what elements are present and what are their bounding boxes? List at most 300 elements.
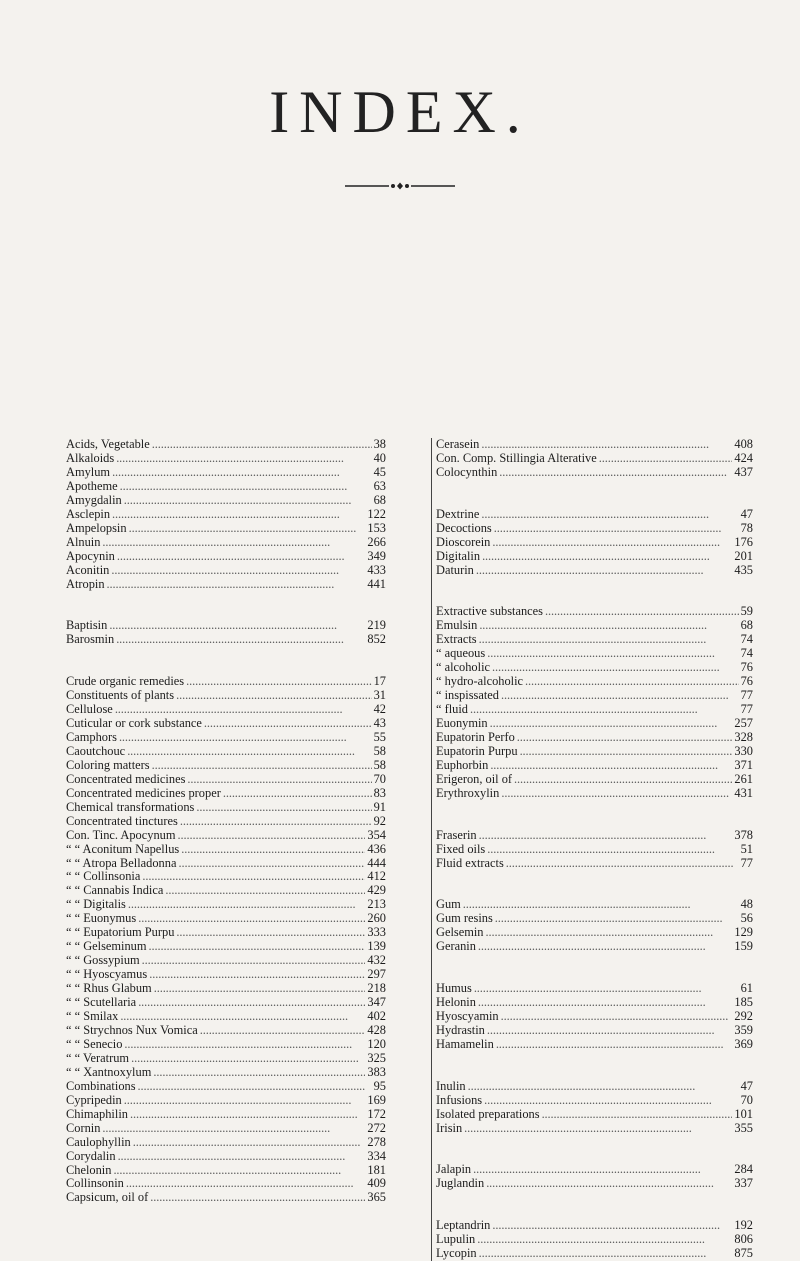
leader-dots — [186, 675, 371, 689]
leader-dots — [490, 759, 732, 773]
index-entry-page: 68 — [740, 619, 753, 633]
index-entry — [436, 1094, 753, 1108]
index-entry-page: 297 — [367, 968, 386, 982]
leader-dots — [112, 466, 372, 480]
leader-dots — [153, 1066, 365, 1080]
index-entry-label: Juglandin — [436, 1177, 485, 1191]
leader-dots — [479, 619, 738, 633]
index-entry-label: Concentrated medicines — [66, 772, 186, 786]
index-entry — [66, 1052, 386, 1066]
leader-dots — [482, 550, 732, 564]
index-entry — [436, 1219, 753, 1233]
leader-dots — [128, 898, 366, 912]
index-entry — [436, 857, 753, 871]
index-entry — [436, 829, 753, 843]
index-entry-label: Eupatorin Purpu — [436, 744, 518, 758]
index-entry-label: “ inspissated — [436, 689, 499, 703]
index-entry — [66, 759, 386, 773]
index-entry-label: Chimaphilin — [66, 1107, 128, 1121]
leader-dots — [115, 703, 372, 717]
index-entry — [66, 494, 386, 508]
index-entry — [66, 857, 386, 871]
index-entry-page: 435 — [734, 563, 753, 577]
leader-dots — [102, 1122, 365, 1136]
leader-dots — [111, 564, 365, 578]
index-entry-label: “ “ Cannabis Indica — [66, 884, 164, 898]
index-spacer — [436, 884, 753, 898]
index-entry-label: Chemical transformations — [66, 800, 195, 814]
index-entry — [436, 787, 753, 801]
leader-dots — [200, 1024, 366, 1038]
index-entry-label: Fixed oils — [436, 842, 486, 856]
leader-dots — [487, 1024, 733, 1038]
index-entry — [66, 619, 386, 633]
index-entry — [66, 550, 386, 564]
index-entry-label: Caoutchouc — [66, 744, 126, 758]
index-entry-label: “ “ Smilax — [66, 1010, 119, 1024]
index-entry-page: 169 — [367, 1093, 386, 1107]
index-entry-page: 101 — [734, 1107, 753, 1121]
index-entry-label: Combinations — [66, 1079, 136, 1093]
leader-dots — [152, 438, 372, 452]
index-entry — [66, 1024, 386, 1038]
leader-dots — [487, 843, 738, 857]
index-entry-label: “ alcoholic — [436, 661, 491, 675]
index-entry — [436, 996, 753, 1010]
index-entry — [66, 438, 386, 452]
index-entry-page: 83 — [373, 786, 386, 800]
leader-dots — [116, 633, 365, 647]
index-entry-page: 201 — [734, 549, 753, 563]
index-entry-page: 159 — [734, 940, 753, 954]
index-entry-page: 192 — [734, 1219, 753, 1233]
index-entry-label: Cerasein — [436, 438, 480, 451]
index-entry-label: Colocynthin — [436, 465, 498, 479]
index-entry-label: Atropin — [66, 577, 105, 591]
index-entry-page: 185 — [734, 995, 753, 1009]
index-entry-page: 78 — [740, 521, 753, 535]
index-entry-label: Euphorbin — [436, 758, 489, 772]
index-entry-page: 47 — [740, 507, 753, 521]
index-entry-label: “ “ Veratrum — [66, 1051, 130, 1065]
index-entry — [66, 564, 386, 578]
index-entry — [66, 870, 386, 884]
index-entry — [66, 689, 386, 703]
index-entry — [66, 1191, 386, 1205]
index-entry — [66, 1164, 386, 1178]
leader-dots — [517, 731, 733, 745]
index-entry — [436, 759, 753, 773]
leader-dots — [478, 996, 732, 1010]
leader-dots — [492, 536, 732, 550]
index-spacer — [436, 968, 753, 982]
index-entry-page: 58 — [373, 758, 386, 772]
index-entry-label: Amygdalin — [66, 493, 122, 507]
index-entry — [436, 647, 753, 661]
index-entry-page: 349 — [367, 549, 386, 563]
index-entry-label: Jalapin — [436, 1163, 472, 1177]
index-entry-label: Alkaloids — [66, 451, 115, 465]
index-spacer — [66, 605, 386, 619]
leader-dots — [490, 717, 733, 731]
leader-dots — [133, 1136, 366, 1150]
leader-dots — [130, 1108, 365, 1122]
leader-dots — [149, 940, 366, 954]
leader-dots — [187, 773, 371, 787]
index-entry-label: “ “ Xantnoxylum — [66, 1065, 152, 1079]
index-entry — [66, 578, 386, 592]
leader-dots — [481, 508, 738, 522]
index-entry-page: 330 — [734, 744, 753, 758]
index-entry-label: Hamamelin — [436, 1037, 494, 1051]
leader-dots — [481, 438, 732, 452]
index-entry-page: 284 — [734, 1163, 753, 1177]
index-entry-page: 437 — [734, 465, 753, 479]
index-column-right — [431, 438, 753, 1261]
leader-dots — [545, 605, 739, 619]
index-spacer — [436, 1205, 753, 1219]
index-entry-label: “ “ Gossypium — [66, 954, 140, 968]
index-entry-label: “ “ Atropa Belladonna — [66, 856, 177, 870]
index-entry-page: 444 — [367, 856, 386, 870]
index-entry — [66, 829, 386, 843]
index-entry — [66, 982, 386, 996]
index-entry-label: Gum — [436, 898, 461, 912]
index-entry-page: 58 — [373, 744, 386, 758]
index-entry-label: “ hydro-alcoholic — [436, 675, 524, 689]
leader-dots — [142, 870, 365, 884]
index-entry — [436, 466, 753, 480]
leader-dots — [178, 857, 365, 871]
index-entry-page: 17 — [373, 675, 386, 689]
index-spacer — [66, 591, 386, 605]
index-column-left — [66, 438, 386, 1205]
leader-dots — [154, 982, 366, 996]
index-entry — [436, 1177, 753, 1191]
index-entry-page: 51 — [740, 842, 753, 856]
index-entry-label: “ “ Collinsonia — [66, 870, 141, 884]
index-entry-page: 272 — [367, 1121, 386, 1135]
index-spacer — [436, 1135, 753, 1149]
index-entry-page: 74 — [740, 647, 753, 661]
index-entry-page: 68 — [373, 493, 386, 507]
index-entry-page: 120 — [367, 1037, 386, 1051]
leader-dots — [109, 619, 365, 633]
leader-dots — [176, 926, 365, 940]
index-entry-page: 337 — [734, 1177, 753, 1191]
index-entry — [66, 954, 386, 968]
leader-dots — [138, 996, 365, 1010]
index-entry-page: 429 — [367, 884, 386, 898]
index-entry-label: Isolated preparations — [436, 1107, 540, 1121]
index-entry-label: Barosmin — [66, 633, 115, 647]
index-entry — [66, 1066, 386, 1080]
index-entry — [436, 536, 753, 550]
leader-dots — [180, 815, 372, 829]
index-entry-page: 70 — [373, 772, 386, 786]
index-entry — [66, 1108, 386, 1122]
index-spacer — [436, 870, 753, 884]
leader-dots — [131, 1052, 365, 1066]
leader-dots — [165, 884, 365, 898]
index-entry-label: Corydalin — [66, 1149, 116, 1163]
leader-dots — [495, 912, 739, 926]
leader-dots — [484, 1094, 738, 1108]
leader-dots — [177, 829, 365, 843]
leader-dots — [473, 1163, 732, 1177]
index-entry-label: Apocynin — [66, 549, 115, 563]
index-entry-page: 129 — [734, 926, 753, 940]
index-entry-page: 347 — [367, 996, 386, 1010]
index-entry — [66, 480, 386, 494]
index-entry-label: “ “ Digitalis — [66, 898, 126, 912]
index-entry — [436, 1024, 753, 1038]
index-entry-label: “ “ Gelseminum — [66, 940, 147, 954]
leader-dots — [196, 801, 371, 815]
index-entry-page: 63 — [373, 479, 386, 493]
index-entry — [436, 1080, 753, 1094]
leader-dots — [117, 550, 366, 564]
index-entry-label: Extracts — [436, 633, 477, 647]
index-entry-label: Con. Tinc. Apocynum — [66, 828, 176, 842]
index-entry-label: Fraserin — [436, 828, 477, 842]
index-spacer — [436, 954, 753, 968]
index-entry — [66, 940, 386, 954]
index-entry-page: 408 — [734, 438, 753, 451]
index-entry-page: 325 — [367, 1051, 386, 1065]
leader-dots — [486, 926, 733, 940]
index-entry-page: 334 — [367, 1149, 386, 1163]
leader-dots — [501, 689, 739, 703]
index-entry — [436, 633, 753, 647]
leader-dots — [127, 745, 371, 759]
index-entry-page: 875 — [734, 1247, 753, 1261]
index-entry-page: 61 — [740, 982, 753, 996]
index-entry — [66, 773, 386, 787]
index-entry — [66, 522, 386, 536]
leader-dots — [152, 759, 372, 773]
index-entry-label: Erythroxylin — [436, 786, 500, 800]
index-entry-label: Acids, Vegetable — [66, 438, 150, 451]
index-entry-page: 354 — [367, 828, 386, 842]
index-entry-label: “ “ Eupatorium Purpu — [66, 926, 175, 940]
index-entry-page: 181 — [367, 1163, 386, 1177]
index-entry — [66, 912, 386, 926]
index-entry-page: 369 — [734, 1037, 753, 1051]
leader-dots — [119, 731, 372, 745]
index-entry — [66, 815, 386, 829]
leader-dots — [149, 968, 365, 982]
leader-dots — [479, 829, 733, 843]
index-entry — [436, 982, 753, 996]
leader-dots — [499, 466, 732, 480]
leader-dots — [113, 1164, 365, 1178]
index-entry-label: Aconitin — [66, 563, 110, 577]
index-entry — [436, 731, 753, 745]
leader-dots — [124, 1038, 365, 1052]
index-entry-page: 371 — [734, 758, 753, 772]
index-entry-label: Concentrated medicines proper — [66, 786, 221, 800]
index-entry — [66, 745, 386, 759]
index-entry — [436, 564, 753, 578]
index-entry — [66, 731, 386, 745]
index-entry-page: 383 — [367, 1065, 386, 1079]
index-entry-page: 424 — [734, 451, 753, 465]
index-spacer — [436, 801, 753, 815]
index-entry — [66, 1122, 386, 1136]
index-entry-page: 260 — [367, 912, 386, 926]
index-entry-page: 92 — [373, 814, 386, 828]
index-entry — [66, 1010, 386, 1024]
index-entry-label: Gelsemin — [436, 926, 484, 940]
index-entry-page: 42 — [373, 703, 386, 717]
index-entry-label: Baptisin — [66, 619, 108, 633]
index-entry-label: Gum resins — [436, 912, 493, 926]
index-entry-page: 31 — [373, 689, 386, 703]
leader-dots — [116, 452, 371, 466]
index-entry — [436, 912, 753, 926]
leader-dots — [501, 1010, 733, 1024]
leader-dots — [176, 689, 372, 703]
leader-dots — [501, 787, 732, 801]
leader-dots — [599, 452, 733, 466]
index-entry — [436, 661, 753, 675]
index-entry — [436, 1233, 753, 1247]
index-entry — [436, 1108, 753, 1122]
index-entry — [66, 898, 386, 912]
index-entry-page: 378 — [734, 828, 753, 842]
index-entry — [436, 619, 753, 633]
index-entry — [436, 689, 753, 703]
index-entry-page: 428 — [367, 1023, 386, 1037]
index-entry-page: 47 — [740, 1079, 753, 1093]
leader-dots — [468, 1080, 739, 1094]
index-entry-label: Cypripedin — [66, 1093, 122, 1107]
index-entry-page: 852 — [367, 633, 386, 647]
index-entry-page: 91 — [373, 800, 386, 814]
index-entry — [66, 1177, 386, 1191]
index-entry — [436, 1122, 753, 1136]
index-entry-label: Constituents of plants — [66, 689, 175, 703]
index-entry-label: Concentrated tinctures — [66, 814, 178, 828]
index-entry-label: Cuticular or cork substance — [66, 717, 202, 730]
index-entry-label: Cellulose — [66, 703, 113, 717]
index-entry-page: 359 — [734, 1023, 753, 1037]
index-entry-page: 257 — [734, 717, 753, 730]
index-entry-label: Eupatorin Perfo — [436, 730, 515, 744]
index-entry-label: Decoctions — [436, 521, 492, 535]
index-entry-page: 77 — [740, 689, 753, 703]
index-entry-page: 355 — [734, 1121, 753, 1135]
leader-dots — [120, 480, 372, 494]
leader-dots — [129, 522, 366, 536]
index-entry-page: 412 — [367, 870, 386, 884]
leader-dots — [479, 633, 739, 647]
index-entry-label: “ “ Euonymus — [66, 912, 137, 926]
leader-dots — [124, 494, 372, 508]
index-entry-label: “ “ Rhus Glabum — [66, 982, 152, 996]
index-entry-page: 266 — [367, 535, 386, 549]
leader-dots — [181, 843, 365, 857]
index-entry-label: Digitalin — [436, 549, 481, 563]
leader-dots — [112, 508, 365, 522]
index-entry — [66, 536, 386, 550]
leader-dots — [120, 1010, 365, 1024]
index-entry-label: “ fluid — [436, 703, 468, 717]
index-entry-page: 292 — [734, 1009, 753, 1023]
leader-dots — [124, 1094, 366, 1108]
leader-dots — [474, 982, 739, 996]
index-spacer — [436, 480, 753, 494]
index-spacer — [436, 1149, 753, 1163]
index-entry-label: Geranin — [436, 940, 476, 954]
index-entry — [436, 605, 753, 619]
index-entry-label: Cornin — [66, 1121, 101, 1135]
index-entry — [436, 1010, 753, 1024]
index-entry-label: Hydrastin — [436, 1023, 485, 1037]
index-entry — [66, 926, 386, 940]
leader-dots — [118, 1150, 366, 1164]
index-entry — [436, 745, 753, 759]
index-spacer — [66, 647, 386, 661]
index-entry-label: Erigeron, oil of — [436, 772, 513, 786]
leader-dots — [506, 857, 739, 871]
leader-dots — [464, 1122, 732, 1136]
leader-dots — [107, 578, 366, 592]
index-spacer — [436, 1052, 753, 1066]
index-entry-page: 76 — [740, 675, 753, 689]
index-entry — [66, 1038, 386, 1052]
index-entry-page: 365 — [367, 1191, 386, 1205]
index-entry — [66, 1080, 386, 1094]
index-entry-label: Lupulin — [436, 1233, 476, 1247]
index-entry-page: 76 — [740, 661, 753, 675]
index-entry-page: 122 — [367, 507, 386, 521]
index-spacer — [436, 815, 753, 829]
index-entry-label: Caulophyllin — [66, 1135, 131, 1149]
index-entry-page: 432 — [367, 954, 386, 968]
index-entry — [66, 508, 386, 522]
index-entry-page: 213 — [367, 898, 386, 912]
index-entry-label: Irisin — [436, 1121, 463, 1135]
index-entry — [436, 898, 753, 912]
index-entry — [66, 717, 386, 731]
index-entry — [66, 452, 386, 466]
index-entry-label: “ “ Aconitum Napellus — [66, 842, 180, 856]
index-entry-label: Daturin — [436, 563, 474, 577]
index-entry-page: 153 — [367, 521, 386, 535]
index-entry-page: 59 — [740, 605, 753, 619]
index-entry-label: Coloring matters — [66, 758, 150, 772]
index-spacer — [436, 591, 753, 605]
index-spacer — [66, 661, 386, 675]
index-entry — [436, 1163, 753, 1177]
index-entry — [436, 940, 753, 954]
index-entry — [66, 633, 386, 647]
index-entry-page: 436 — [367, 842, 386, 856]
index-entry-page: 45 — [373, 465, 386, 479]
leader-dots — [479, 1247, 733, 1261]
leader-dots — [223, 787, 372, 801]
index-entry — [436, 675, 753, 689]
index-entry — [66, 703, 386, 717]
index-entry-label: Collinsonin — [66, 1177, 124, 1191]
index-entry-page: 139 — [367, 940, 386, 954]
index-entry — [436, 522, 753, 536]
index-entry — [436, 452, 753, 466]
index-entry — [436, 773, 753, 787]
leader-dots — [126, 1177, 366, 1191]
